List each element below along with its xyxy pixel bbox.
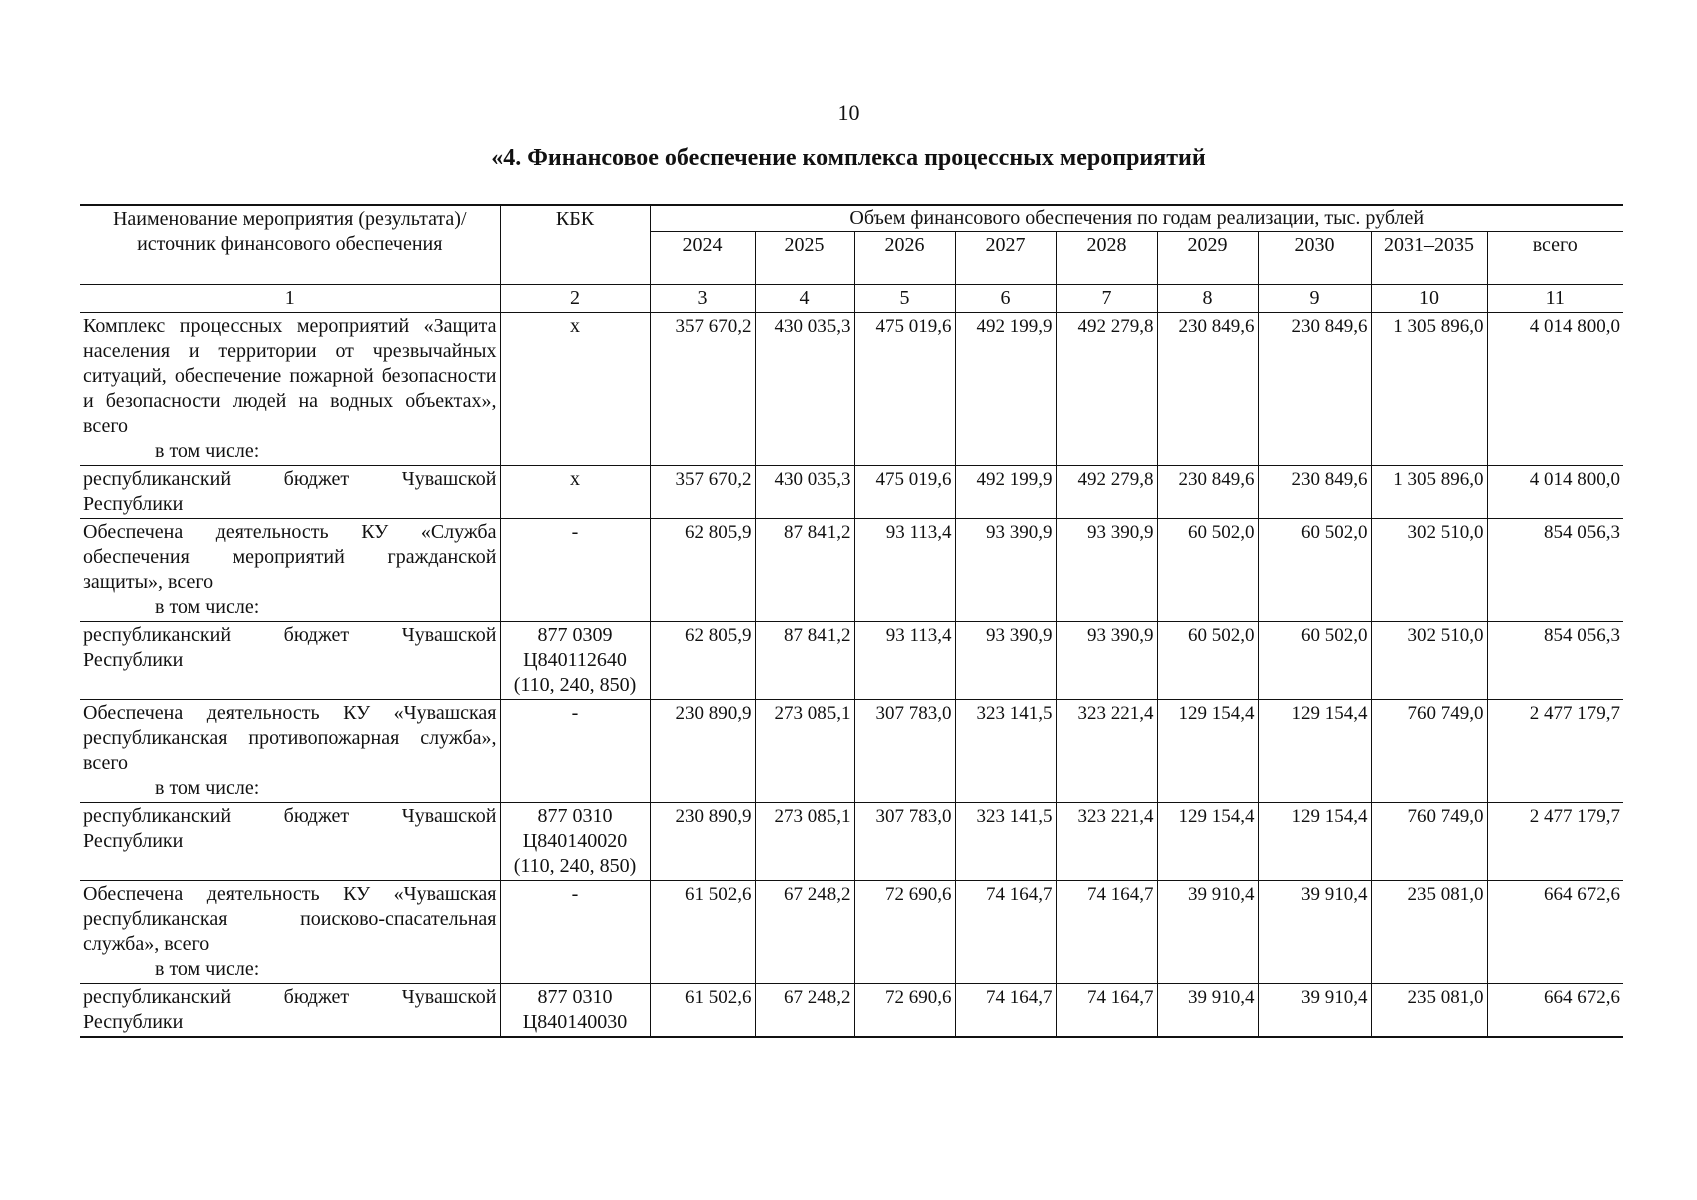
in-total-label: в том числе:: [155, 958, 260, 980]
value-cell: 129 154,4: [1157, 700, 1258, 803]
total-cell: 664 672,6: [1487, 984, 1623, 1038]
value-cell: 323 141,5: [955, 700, 1056, 803]
header-year: 2030: [1258, 232, 1371, 285]
value-cell: 72 690,6: [854, 984, 955, 1038]
header-year: 2028: [1056, 232, 1157, 285]
value-cell: 230 849,6: [1258, 313, 1371, 466]
value-cell: 357 670,2: [650, 313, 755, 466]
header-volume: Объем финансового обеспечения по годам реализации, тыс. рублей: [650, 205, 1623, 232]
table-row: [80, 803, 1623, 881]
header-year: 2026: [854, 232, 955, 285]
value-cell: 62 805,9: [650, 519, 755, 622]
value-cell: 357 670,2: [650, 466, 755, 519]
value-cell: 93 390,9: [1056, 622, 1157, 700]
value-cell: 60 502,0: [1157, 519, 1258, 622]
total-cell: 2 477 179,7: [1487, 700, 1623, 803]
header-year-total: всего: [1487, 232, 1623, 285]
column-number: 1: [80, 285, 500, 313]
value-cell: 87 841,2: [755, 622, 854, 700]
financing-table: [80, 204, 1623, 1038]
value-cell: 74 164,7: [955, 881, 1056, 984]
value-cell: 39 910,4: [1258, 984, 1371, 1038]
value-cell: 39 910,4: [1258, 881, 1371, 984]
row-name: республиканский бюджет Чувашской Республики: [80, 466, 500, 519]
row-name: Обеспечена деятельность КУ «Чувашская республиканская поисково-спасательная служба», всего: [83, 883, 497, 955]
value-cell: 93 390,9: [955, 622, 1056, 700]
value-cell: 1 305 896,0: [1371, 466, 1487, 519]
column-number: 2: [500, 285, 650, 313]
value-cell: 87 841,2: [755, 519, 854, 622]
in-total-label: в том числе:: [155, 596, 260, 618]
row-name: Обеспечена деятельность КУ «Чувашская республиканская противопожарная служба», всего: [83, 702, 497, 774]
row-name: республиканский бюджет Чувашской Республики: [80, 984, 500, 1038]
table-row: [80, 881, 1623, 984]
header-year: 2031–2035: [1371, 232, 1487, 285]
total-cell: 854 056,3: [1487, 622, 1623, 700]
table-row: [80, 466, 1623, 519]
value-cell: 1 305 896,0: [1371, 313, 1487, 466]
column-number: 6: [955, 285, 1056, 313]
kbk-cell: -: [500, 881, 650, 984]
header-kbk: КБК: [500, 205, 650, 285]
value-cell: 307 783,0: [854, 803, 955, 881]
column-number: 9: [1258, 285, 1371, 313]
value-cell: 74 164,7: [1056, 881, 1157, 984]
row-name: Комплекс процессных мероприятий «Защита населения и территории от чрезвычайных ситуаций, обеспечение пожарной безопасности и безопасности людей на водных объектах», всего: [83, 315, 497, 437]
value-cell: 302 510,0: [1371, 622, 1487, 700]
value-cell: 430 035,3: [755, 313, 854, 466]
value-cell: 302 510,0: [1371, 519, 1487, 622]
value-cell: 60 502,0: [1258, 622, 1371, 700]
value-cell: 93 113,4: [854, 519, 955, 622]
value-cell: 273 085,1: [755, 700, 854, 803]
value-cell: 323 141,5: [955, 803, 1056, 881]
column-number: 11: [1487, 285, 1623, 313]
table-row: [80, 700, 1623, 803]
value-cell: 492 199,9: [955, 466, 1056, 519]
value-cell: 230 849,6: [1258, 466, 1371, 519]
header-year: 2027: [955, 232, 1056, 285]
column-number: 4: [755, 285, 854, 313]
kbk-cell: х: [500, 313, 650, 466]
header-year: 2024: [650, 232, 755, 285]
header-name: Наименование мероприятия (результата)/источник финансового обеспечения: [80, 205, 500, 285]
total-cell: 4 014 800,0: [1487, 466, 1623, 519]
column-number: 7: [1056, 285, 1157, 313]
total-cell: 854 056,3: [1487, 519, 1623, 622]
value-cell: 67 248,2: [755, 881, 854, 984]
in-total-label: в том числе:: [155, 777, 260, 799]
value-cell: 307 783,0: [854, 700, 955, 803]
table-row: [80, 519, 1623, 622]
header-year: 2029: [1157, 232, 1258, 285]
value-cell: 230 849,6: [1157, 313, 1258, 466]
value-cell: 93 113,4: [854, 622, 955, 700]
value-cell: 323 221,4: [1056, 803, 1157, 881]
column-number: 3: [650, 285, 755, 313]
value-cell: 129 154,4: [1258, 803, 1371, 881]
kbk-cell: 877 0309 Ц840112640 (110, 240, 850): [500, 622, 650, 700]
value-cell: 475 019,6: [854, 313, 955, 466]
value-cell: 475 019,6: [854, 466, 955, 519]
value-cell: 230 849,6: [1157, 466, 1258, 519]
column-number: 10: [1371, 285, 1487, 313]
value-cell: 129 154,4: [1157, 803, 1258, 881]
kbk-cell: 877 0310 Ц840140020 (110, 240, 850): [500, 803, 650, 881]
total-cell: 664 672,6: [1487, 881, 1623, 984]
value-cell: 430 035,3: [755, 466, 854, 519]
column-number: 8: [1157, 285, 1258, 313]
header-row-1: [80, 205, 1623, 232]
kbk-cell: -: [500, 700, 650, 803]
table-row: [80, 313, 1623, 466]
value-cell: 74 164,7: [1056, 984, 1157, 1038]
value-cell: 230 890,9: [650, 803, 755, 881]
column-number: 5: [854, 285, 955, 313]
row-name-cell: [80, 313, 500, 466]
value-cell: 39 910,4: [1157, 984, 1258, 1038]
total-cell: 4 014 800,0: [1487, 313, 1623, 466]
value-cell: 62 805,9: [650, 622, 755, 700]
value-cell: 67 248,2: [755, 984, 854, 1038]
value-cell: 129 154,4: [1258, 700, 1371, 803]
row-name: Обеспечена деятельность КУ «Служба обеспечения мероприятий гражданской защиты», всего: [83, 521, 497, 593]
page-number: 10: [837, 100, 860, 125]
value-cell: 60 502,0: [1258, 519, 1371, 622]
value-cell: 760 749,0: [1371, 803, 1487, 881]
value-cell: 39 910,4: [1157, 881, 1258, 984]
row-name-cell: [80, 881, 500, 984]
value-cell: 74 164,7: [955, 984, 1056, 1038]
value-cell: 93 390,9: [1056, 519, 1157, 622]
value-cell: 230 890,9: [650, 700, 755, 803]
header-year: 2025: [755, 232, 854, 285]
kbk-cell: 877 0310 Ц840140030: [500, 984, 650, 1038]
value-cell: 60 502,0: [1157, 622, 1258, 700]
row-name-cell: [80, 519, 500, 622]
table-row: [80, 984, 1623, 1038]
value-cell: 61 502,6: [650, 881, 755, 984]
row-name-cell: [80, 700, 500, 803]
value-cell: 235 081,0: [1371, 881, 1487, 984]
value-cell: 492 279,8: [1056, 313, 1157, 466]
value-cell: 760 749,0: [1371, 700, 1487, 803]
value-cell: 72 690,6: [854, 881, 955, 984]
column-numbers-row: [80, 285, 1623, 313]
value-cell: 61 502,6: [650, 984, 755, 1038]
table-row: [80, 622, 1623, 700]
in-total-label: в том числе:: [155, 440, 260, 462]
value-cell: 492 199,9: [955, 313, 1056, 466]
value-cell: 323 221,4: [1056, 700, 1157, 803]
value-cell: 235 081,0: [1371, 984, 1487, 1038]
value-cell: 93 390,9: [955, 519, 1056, 622]
kbk-cell: -: [500, 519, 650, 622]
row-name: республиканский бюджет Чувашской Республики: [80, 622, 500, 700]
total-cell: 2 477 179,7: [1487, 803, 1623, 881]
section-title: «4. Финансовое обеспечение комплекса процессных мероприятий: [491, 145, 1206, 171]
value-cell: 492 279,8: [1056, 466, 1157, 519]
kbk-cell: х: [500, 466, 650, 519]
row-name: республиканский бюджет Чувашской Республики: [80, 803, 500, 881]
value-cell: 273 085,1: [755, 803, 854, 881]
